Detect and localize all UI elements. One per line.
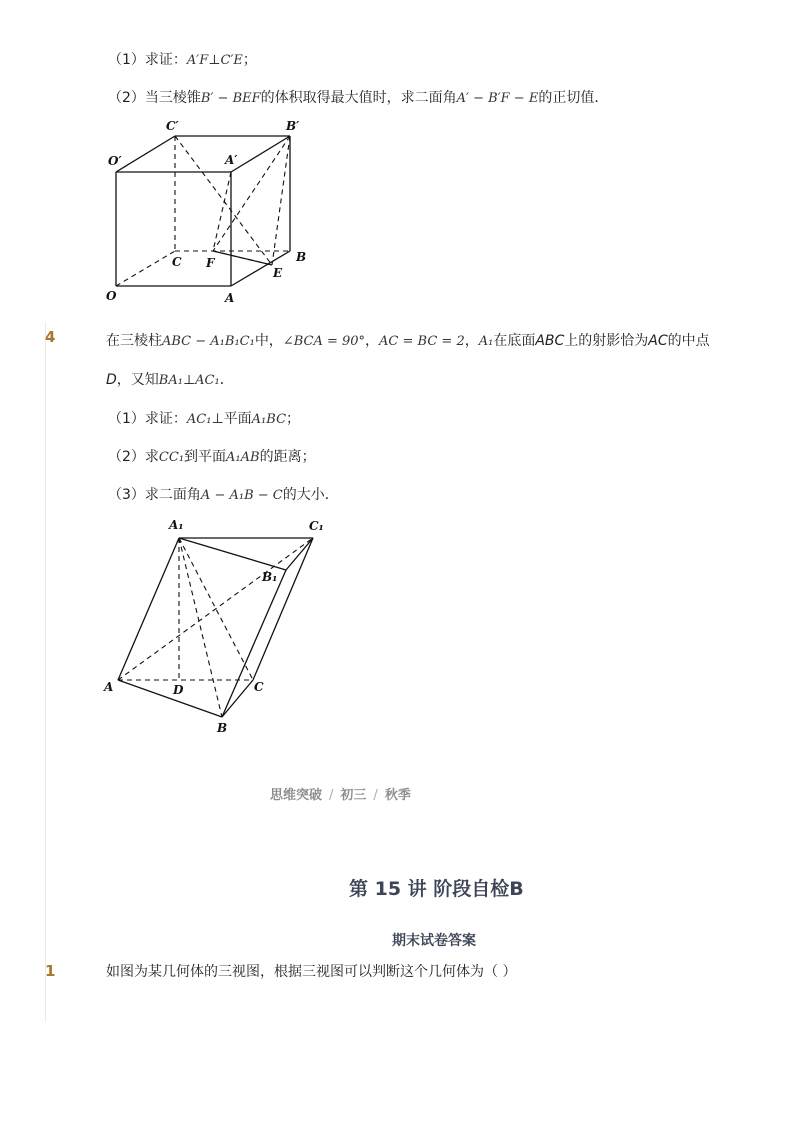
label-b1: B₁ bbox=[262, 570, 278, 584]
label-b-prime: B′ bbox=[286, 119, 300, 133]
label-a: A bbox=[104, 680, 114, 694]
question-number: 4 bbox=[45, 328, 56, 346]
q4-part1: （1）求证：AC₁⊥平面A₁BC； bbox=[108, 411, 301, 427]
q4-stem-line2: D，又知BA₁⊥AC₁． bbox=[106, 372, 234, 388]
label-d: D bbox=[173, 683, 184, 697]
q3-part1: （1）求证：A′F⊥C′E； bbox=[108, 52, 257, 68]
label-b: B bbox=[217, 721, 228, 735]
question-number-1: 1 bbox=[45, 962, 56, 980]
margin-rule bbox=[45, 322, 46, 1022]
label-a: A bbox=[225, 291, 235, 305]
label-c: C bbox=[172, 255, 182, 269]
lesson-subtitle: 期末试卷答案 bbox=[392, 933, 476, 949]
q1-stem: 如图为某几何体的三视图，根据三视图可以判断这个几何体为（ ） bbox=[106, 964, 517, 980]
label-o: O bbox=[106, 289, 117, 303]
q4-stem-line1: 在三棱柱ABC − A₁B₁C₁中，∠BCA = 90°，AC = BC = 2，A₁在底面ABC上的射影恰为AC的中点 bbox=[106, 333, 710, 349]
label-f: F bbox=[206, 256, 215, 270]
label-a-prime: A′ bbox=[225, 153, 238, 167]
lesson-title: 第 15 讲 阶段自检B bbox=[349, 878, 524, 900]
label-e: E bbox=[273, 266, 283, 280]
label-o-prime: O′ bbox=[108, 154, 122, 168]
label-c-prime: C′ bbox=[166, 119, 179, 133]
label-c1: C₁ bbox=[309, 519, 324, 533]
q4-part2: （2）求CC₁到平面A₁AB的距离； bbox=[108, 449, 316, 465]
q3-cube-figure bbox=[100, 112, 320, 312]
q3-part2: （2）当三棱锥B′ − BEF的体积取得最大值时，求二面角A′ − B′F − E的正切值． bbox=[108, 90, 609, 106]
q4-prism-figure bbox=[100, 512, 340, 738]
label-c: C bbox=[254, 680, 264, 694]
q4-part3: （3）求二面角A − A₁B − C的大小． bbox=[108, 487, 339, 503]
label-a1: A₁ bbox=[169, 518, 184, 532]
label-b: B bbox=[296, 250, 307, 264]
page-footer: 思维突破 / 初三 / 秋季 bbox=[270, 788, 411, 803]
